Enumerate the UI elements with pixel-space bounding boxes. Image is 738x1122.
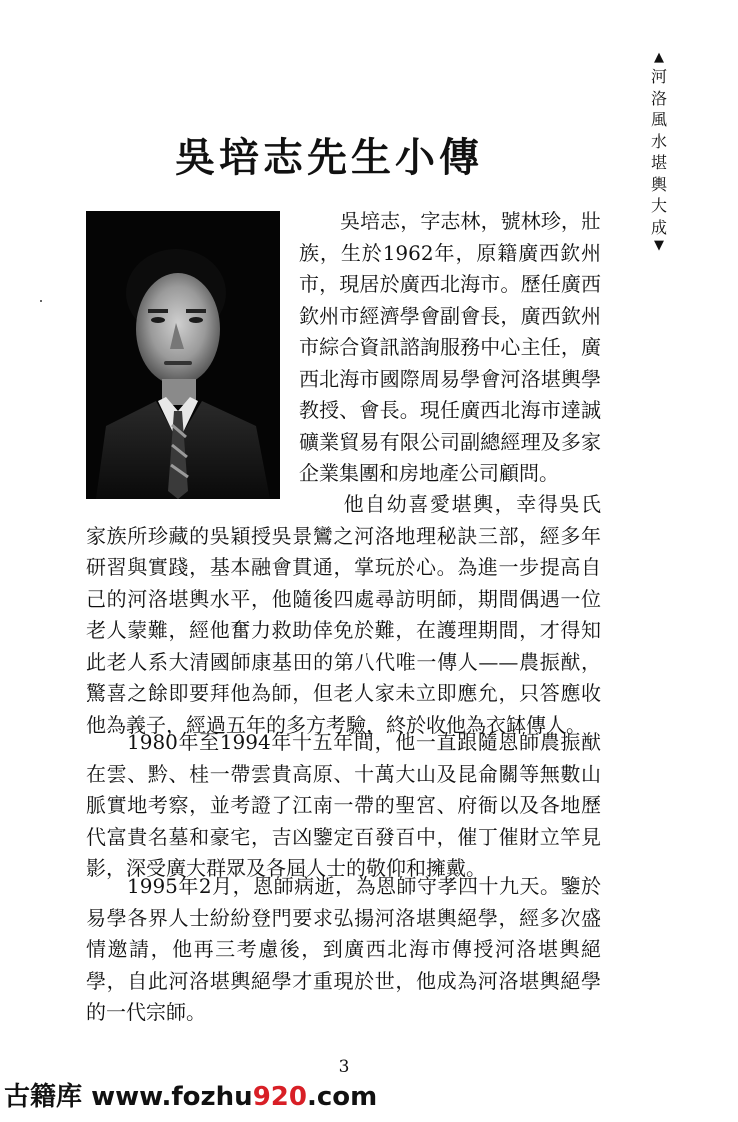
author-portrait <box>86 211 280 499</box>
site-watermark <box>4 1080 377 1114</box>
running-header <box>649 50 669 254</box>
watermark-url-suffix: .com <box>306 1082 378 1112</box>
page-title: 吳培志先生小傳 <box>175 135 483 181</box>
scan-speck <box>40 300 42 302</box>
paragraph-1: 吳培志，字志林，號林珍，壯族，生於1962年，原籍廣西欽州市，現居於廣西北海市。歷任廣西欽州市經濟學會副會長，廣西欽州市綜合資訊諮詢服務中心主任，廣西北海市國際周易學會河洛堪輿學教授、會長。現任廣西北海市達誠礦業貿易有限公司副總經理及多家企業集團和房地產公司顧問。 <box>299 209 601 485</box>
up-arrow-icon: ▲ <box>654 50 664 65</box>
watermark-url-number: 920 <box>252 1082 307 1112</box>
paragraph-2 <box>86 489 601 741</box>
portrait-image <box>86 211 280 499</box>
paragraph-3: 1980年至1994年十五年間，他一直跟隨恩師農振猷在雲、黔、桂一帶雲貴高原、十萬大山及昆侖關等無數山脈實地考察，並考證了江南一帶的聖宮、府衙以及各地歷代富貴名墓和豪宅，吉凶鑒定百發百中，催丁催財立竿見影，深受廣大群眾及各屆人士的敬仰和擁戴。 <box>86 730 601 880</box>
watermark-site-name: 古籍库 <box>4 1082 83 1112</box>
paragraph-2-text: 他自幼喜愛堪輿，幸得吳氏家族所珍藏的吳穎授吳景鸞之河洛地理秘訣三部，經多年研習與實踐，基本融會貫通，掌玩於心。為進一步提高自己的河洛堪輿水平，他隨後四處尋訪明師，期間偶遇一位老人蒙難，經他奮力救助倖免於難，在護理期間，才得知此老人系大清國師康基田的第八代唯一傳人——農振猷，驚喜之餘即要拜他為師，但老人家未立即應允，只答應收他為義子，經過五年的多方考驗，終於收他為衣缽傳人。 <box>86 492 601 737</box>
paragraph-4: 1995年2月，恩師病逝，為恩師守孝四十九天。鑒於易學各界人士紛紛登門要求弘揚河洛堪輿絕學，經多次盛情邀請，他再三考慮後，到廣西北海市傳授河洛堪輿絕學，自此河洛堪輿絕學才重現於世，他成為河洛堪輿絕學的一代宗師。 <box>86 874 601 1024</box>
watermark-url-prefix: www.fozhu <box>91 1082 253 1112</box>
page-number: 3 <box>338 1057 350 1077</box>
running-header-text: 河洛風水堪輿大成 <box>650 67 667 237</box>
down-arrow-icon: ▼ <box>654 238 664 253</box>
